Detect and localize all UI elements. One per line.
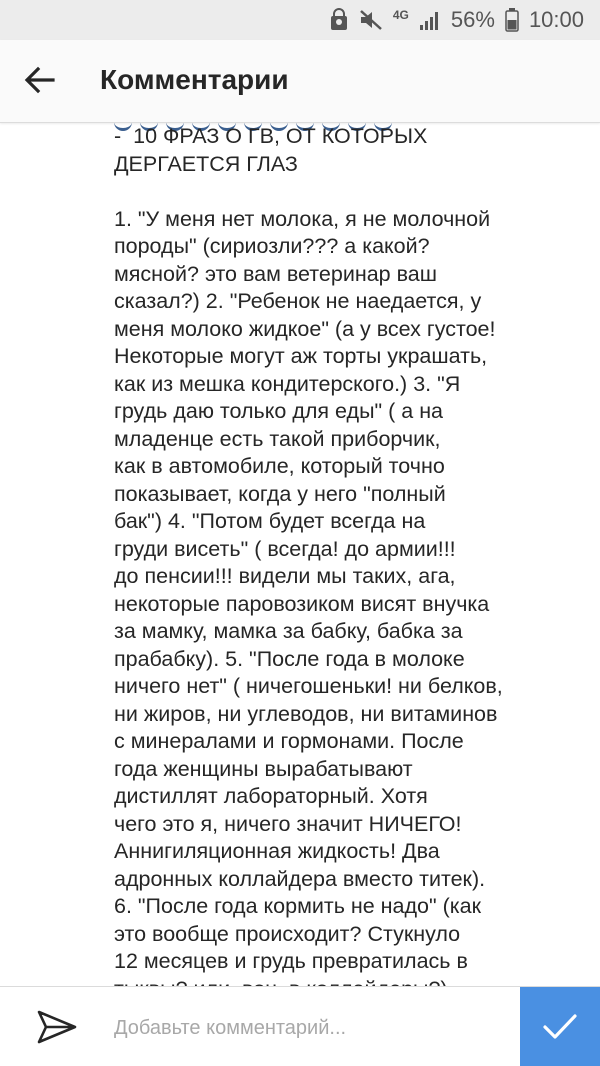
arrow-left-icon (25, 67, 55, 93)
mute-icon (359, 9, 383, 31)
status-icons (329, 0, 584, 40)
submit-comment-button[interactable] (520, 987, 600, 1066)
checkmark-icon (542, 1012, 578, 1042)
back-button[interactable] (18, 58, 62, 102)
network-label: 4G (392, 8, 409, 22)
battery-percent: 56% (450, 7, 495, 32)
send-icon[interactable] (32, 1005, 82, 1049)
status-bar (0, 0, 600, 40)
page-title: Комментарии (100, 64, 289, 95)
app-bar (0, 40, 600, 123)
signal-icon (419, 9, 441, 31)
comment-thread[interactable] (0, 123, 600, 986)
comment-composer (0, 986, 600, 1066)
comment-text: - 10 ФРАЗ О ГВ, ОТ КОТОРЫХ ДЕРГАЕТСЯ ГЛАЗ 1. "У меня нет молока, я не молочной породы" (сириозли??? а какой? мясной? это вам ветеринар ваш сказал?) 2. "Ребенок не наедается, у меня молоко жидкое" (а у всех густое! Некоторые могут аж торты украшать, как из мешка кондитерского.) 3. "Я грудь даю только для еды" ( а на младенце есть такой приборчик, как в автомобиле, который точно показывает, когда у него "полный бак") 4. "Потом будет всегда на груди висеть" ( всегда! до армии!!! до пенсии!!! видели мы таких, ага, некоторые паровозиком висят внучка за мамку, мамка за бабку, бабка за прабабку). 5. "После года в молоке ничего нет" ( ничегошеньки! ни белков, ни жиров, ни углеводов, ни витаминов с минералами и гормонами. После года женщины вырабатывают дистиллят лабораторный. Хотя чего это я, ничего значит НИЧЕГО! Аннигиляционная жидкость! Два адронных коллайдера вместо титек). 6. "После года кормить не надо" (как это вообще происходит? Стукнуло 12 месяцев и грудь превратилась в (114, 124, 503, 973)
clock: 10:00 (528, 7, 584, 32)
comment-input[interactable] (112, 1003, 512, 1053)
battery-icon (505, 8, 519, 32)
mask-icon (329, 9, 349, 31)
